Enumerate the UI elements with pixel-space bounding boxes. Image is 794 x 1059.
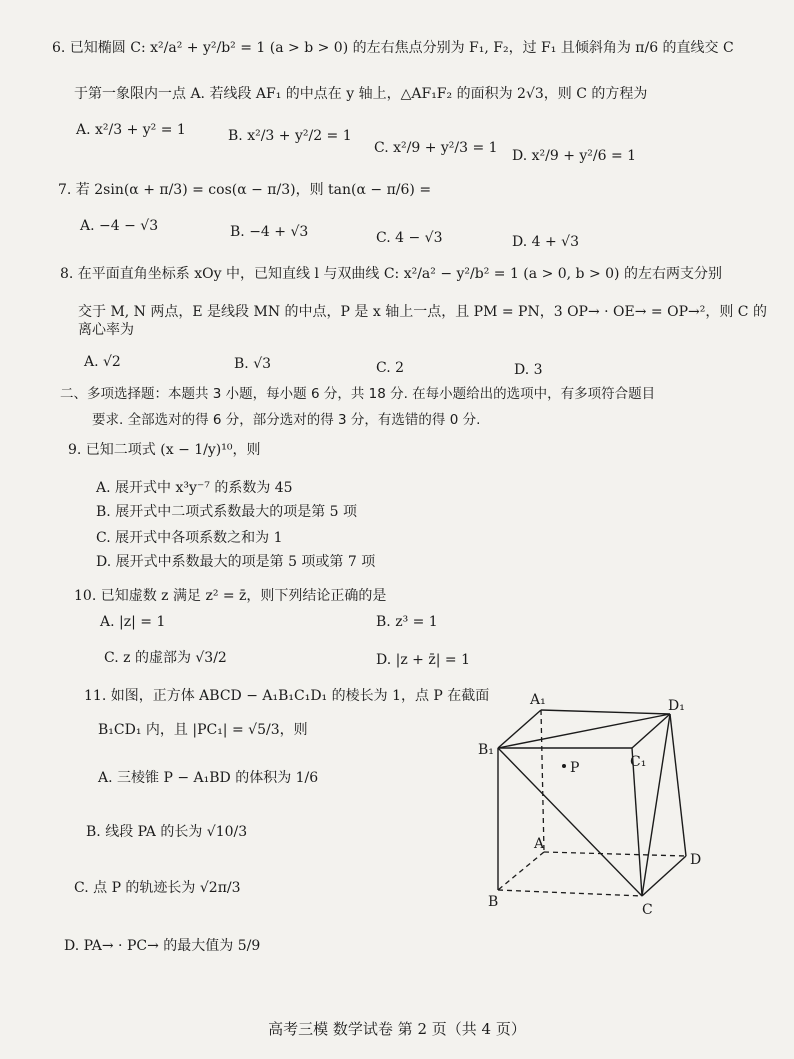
label-c: C [642, 902, 653, 918]
q11-stem-line1: 11. 如图，正方体 ABCD − A₁B₁C₁D₁ 的棱长为 1，点 P 在截面 [84, 688, 490, 704]
q10-option-c: C. z 的虚部为 √3/2 [104, 650, 227, 666]
q7-stem: 7. 若 2sin(α + π/3) = cos(α − π/3)，则 tan(α − π/6) = [58, 182, 432, 198]
label-b: B [488, 894, 499, 910]
label-d: D [690, 852, 702, 868]
edge-a-d-hidden [544, 852, 686, 856]
q11-option-b: B. 线段 PA 的长为 √10/3 [86, 824, 248, 840]
section-2-title-line2: 要求. 全部选对的得 6 分，部分选对的得 3 分，有选错的得 0 分. [92, 412, 481, 428]
q7-option-b: B. −4 + √3 [230, 224, 309, 240]
q6-option-a: A. x²/3 + y² = 1 [76, 122, 186, 138]
label-d1: D₁ [668, 698, 685, 714]
edge-c-d [642, 856, 686, 896]
q9-option-c: C. 展开式中各项系数之和为 1 [96, 530, 283, 546]
edge-c1-c [632, 748, 642, 896]
q6-stem-line1: 6. 已知椭圆 C: x²/a² + y²/b² = 1 (a > b > 0) 的左右焦点分别为 F₁, F₂，过 F₁ 且倾斜角为 π/6 的直线交 C [52, 40, 734, 56]
edge-a1-a-hidden [541, 710, 544, 852]
edge-a1-d1 [541, 710, 670, 714]
q8-stem-line2: 交于 M, N 两点，E 是线段 MN 的中点，P 是 x 轴上一点，且 PM = PN，3 OP→ · OE→ = OP→²，则 C 的 [78, 304, 767, 320]
point-p [562, 764, 566, 768]
q10-option-b: B. z³ = 1 [376, 614, 438, 630]
q7-option-a: A. −4 − √3 [80, 218, 159, 234]
q10-option-d: D. |z + z̄| = 1 [376, 652, 470, 668]
q8-option-a: A. √2 [84, 354, 121, 370]
label-p: P [570, 760, 580, 776]
q10-stem: 10. 已知虚数 z 满足 z² = z̄，则下列结论正确的是 [74, 588, 387, 604]
label-a1: A₁ [530, 692, 546, 708]
q8-option-b: B. √3 [234, 356, 272, 372]
section-2-title-line1: 二、多项选择题：本题共 3 小题，每小题 6 分，共 18 分. 在每小题给出的选项中，有多项符合题目 [60, 386, 656, 402]
label-c1: C₁ [630, 754, 647, 770]
q9-stem: 9. 已知二项式 (x − 1/y)¹⁰，则 [68, 442, 261, 458]
q11-stem-line2: B₁CD₁ 内，且 |PC₁| = √5/3，则 [98, 722, 308, 738]
q8-stem-line1: 8. 在平面直角坐标系 xOy 中，已知直线 l 与双曲线 C: x²/a² − y²/b² = 1 (a > 0, b > 0) 的左右两支分别 [60, 266, 722, 282]
label-b1: B₁ [478, 742, 494, 758]
q8-option-c: C. 2 [376, 360, 405, 376]
edge-a-b-hidden [498, 852, 544, 890]
edge-d1-c [642, 714, 670, 896]
q9-option-a: A. 展开式中 x³y⁻⁷ 的系数为 45 [96, 480, 293, 496]
q8-stem-line3: 离心率为 [78, 322, 134, 338]
q7-option-d: D. 4 + √3 [512, 234, 579, 250]
q6-option-d: D. x²/9 + y²/6 = 1 [512, 148, 637, 164]
q9-option-d: D. 展开式中系数最大的项是第 5 项或第 7 项 [96, 554, 376, 570]
q9-option-b: B. 展开式中二项式系数最大的项是第 5 项 [96, 504, 357, 520]
q7-option-c: C. 4 − √3 [376, 230, 443, 246]
page-footer: 高考三模 数学试卷 第 2 页（共 4 页） [268, 1020, 526, 1038]
q11-option-a: A. 三棱锥 P − A₁BD 的体积为 1/6 [98, 770, 319, 786]
edge-c1-d1 [632, 714, 670, 748]
q6-stem-line2: 于第一象限内一点 A. 若线段 AF₁ 的中点在 y 轴上，△AF₁F₂ 的面积为 2√3，则 C 的方程为 [74, 86, 648, 102]
q8-option-d: D. 3 [514, 362, 543, 378]
q10-option-a: A. |z| = 1 [100, 614, 166, 630]
edge-a1-b1 [498, 710, 541, 748]
q6-option-c: C. x²/9 + y²/3 = 1 [374, 140, 498, 156]
q11-option-d: D. PA→ · PC→ 的最大值为 5/9 [64, 938, 261, 954]
label-a: A [534, 836, 545, 852]
edge-d1-d [670, 714, 686, 856]
edge-b1-d1 [498, 714, 670, 748]
q6-option-b: B. x²/3 + y²/2 = 1 [228, 128, 352, 144]
cube-figure [470, 680, 750, 930]
q11-option-c: C. 点 P 的轨迹长为 √2π/3 [74, 880, 241, 896]
edge-b-c-hidden [498, 890, 642, 896]
